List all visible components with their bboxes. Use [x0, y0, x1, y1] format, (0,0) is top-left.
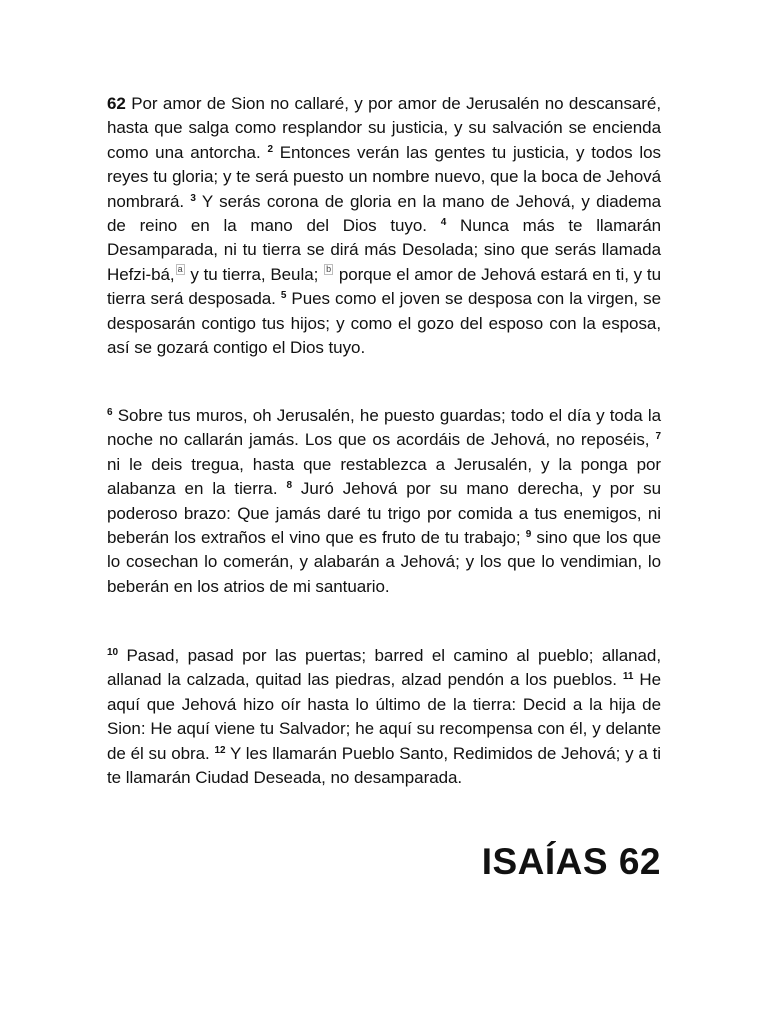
verse-number-9: 9 [525, 529, 532, 541]
verse-6-text: Sobre tus muros, oh Jerusalén, he puesto guardas; todo el día y toda la noche no callarán jamás. Los que os acordáis de Jehová, no reposéis, [107, 406, 661, 450]
verse-number-4: 4 [440, 217, 447, 229]
verse-10-text: Pasad, pasad por las puertas; barred el camino al pueblo; allanad, allanad la calzada, quitad las piedras, alzad pendón a los pueblos. [107, 646, 661, 690]
verse-number-11: 11 [622, 671, 634, 683]
verse-7-text: ni le deis tregua, hasta que restablezca a Jerusalén, y la ponga por alabanza en la tierra. [107, 454, 661, 499]
verse-number-3: 3 [190, 192, 196, 204]
verse-12-text: Y les llamarán Pueblo Santo, Redimidos de Jehová; y a ti te llamarán Ciudad Deseada, no desamparada. [107, 743, 661, 788]
paragraph-3 [107, 644, 661, 790]
verse-4-text-c: porque el amor de Jehová estará en ti, y tu tierra será desposada. [107, 264, 662, 309]
verse-11-text: He aquí que Jehová hizo oír hasta lo último de la tierra: Decid a la hija de Sion: He aquí viene tu Salvador; he aquí su recompensa con él, y delante de él su obra. [107, 670, 661, 763]
chapter-number: 62 [107, 94, 126, 113]
verse-2-text: Entonces verán las gentes tu justicia, y todos los reyes tu gloria; y te será puesto un nombre nuevo, que la boca de Jehová nombrará. [107, 142, 661, 211]
footnote-link-a[interactable]: a [177, 263, 183, 274]
verse-number-7: 7 [655, 431, 661, 443]
verse-number-5: 5 [280, 290, 287, 302]
chapter-title: ISAÍAS 62 [481, 841, 661, 882]
verse-4-text-a: Nunca más te llamarán Desamparada, ni tu tierra se dirá más Desolada; sino que serás llamada Hefzi-bá, [107, 216, 662, 284]
footnote-link-b[interactable]: b [326, 263, 332, 274]
verse-1-text: Por amor de Sion no callaré, y por amor de Jerusalén no descansaré, hasta que salga como resplandor su justicia, y su salvación se encienda como una antorcha. [107, 94, 661, 162]
verse-number-10: 10 [107, 647, 119, 658]
verse-number-12: 12 [214, 744, 226, 756]
verse-number-2: 2 [267, 143, 273, 155]
verse-4-text-b: y tu tierra, Beula; [185, 264, 324, 284]
verse-5-text: Pues como el joven se desposa con la virgen, se desposarán contigo tus hijos; y como el gozo del esposo con la esposa, así se gozará contigo el Dios tuyo. [107, 289, 661, 358]
verse-8-text: Juró Jehová por su mano derecha, y por su poderoso brazo: Que jamás daré tu trigo por comida a tus enemigos, ni beberán los extraños el vino que es fruto de tu trabajo; [107, 479, 661, 548]
verse-number-8: 8 [286, 480, 292, 492]
paragraph-1 [107, 92, 661, 360]
verse-9-text: sino que los que lo cosechan lo comerán, y alabarán a Jehová; y los que lo vendimian, lo beberán en los atrios de mi santuario. [107, 528, 661, 596]
paragraph-2 [107, 404, 661, 599]
verse-3-text: Y serás corona de gloria en la mano de Jehová, y diadema de reino en la mano del Dios tuyo. [107, 191, 662, 236]
verse-number-6: 6 [107, 407, 113, 418]
